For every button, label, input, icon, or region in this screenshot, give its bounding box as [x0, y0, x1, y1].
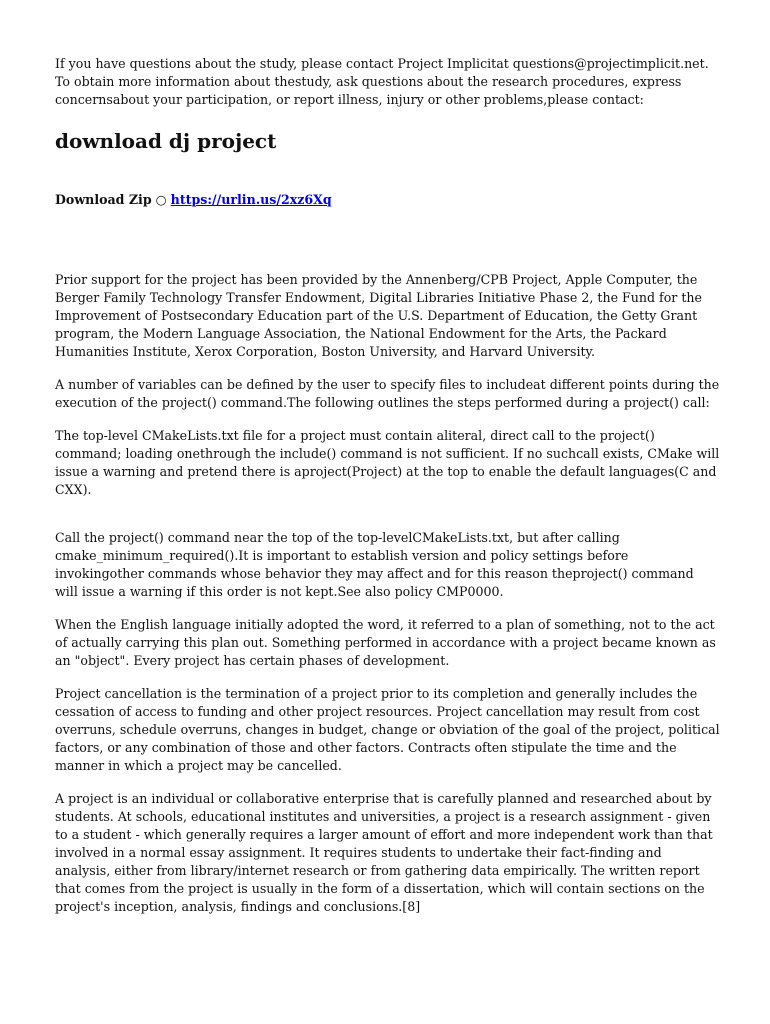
paragraph-english: When the English language initially adopted the word, it referred to a plan of something, not to the act of actually carrying this plan out. Something performed in accordance with a project became known as an "object". Every project has certain phases of development. — [55, 617, 716, 668]
paragraph-support: Prior support for the project has been provided by the Annenberg/CPB Project, Apple Computer, the Berger Family Technology Transfer Endowment, Digital Libraries Initiative Phase 2, the Fund for the Improvement of Postsecondary Education part of the U.S. Department of Education, the Getty Grant program, the Modern Language Association, the National Endowment for the Arts, the Packard Humanities Institute, Xerox Corporation, Boston University, and Harvard University. — [55, 272, 702, 359]
paragraph-student-project: A project is an individual or collaborative enterprise that is carefully planned and researched about by students. At schools, educational institutes and universities, a project is a research assignment - given to a student - which generally requires a larger amount of effort and more independent work than that involved in a normal essay assignment. It requires students to undertake their fact-finding and analysis, either from library/internet research or from gathering data empirically. The written report that comes from the project is usually in the form of a dissertation, which will contain sections on the project's inception, analysis, findings and conclusions.[8] — [55, 791, 713, 914]
document-page — [55, 55, 720, 931]
circle-icon: ○ — [155, 192, 167, 207]
download-label: Download Zip — [55, 192, 152, 207]
paragraph-cmakelists: The top-level CMakeLists.txt file for a project must contain aliteral, direct call to the project() command; loading onethrough the include() command is not sufficient. If no suchcall exists, CMake will issue a warning and pretend there is aproject(Project) at the top to enable the default languages(C and CXX). — [55, 428, 720, 497]
paragraph-cancellation: Project cancellation is the termination of a project prior to its completion and generally includes the cessation of access to funding and other project resources. Project cancellation may result from cost overruns, schedule overruns, changes in budget, change or obviation of the goal of the project, political factors, or any combination of those and other factors. Contracts often stipulate the time and the manner in which a project may be cancelled. — [55, 686, 720, 773]
download-line — [55, 191, 720, 209]
intro-paragraph: If you have questions about the study, please contact Project Implicitat questions@projectimplicit.net. To obtain more information about thestudy, ask questions about the research procedures, express concernsabout your participation, or report illness, injury or other problems,please contact: — [55, 56, 709, 107]
page-heading: download dj project — [55, 129, 277, 153]
spacer — [55, 514, 720, 529]
download-link[interactable]: https://urlin.us/2xz6Xq — [170, 192, 332, 207]
paragraph-call-project: Call the project() command near the top of the top-levelCMakeLists.txt, but after calling cmake_minimum_required().It is important to establish version and policy settings before invokingother commands whose behavior they may affect and for this reason theproject() command will issue a warning if this order is not kept.See also policy CMP0000. — [55, 530, 694, 599]
spacer — [55, 209, 720, 271]
paragraph-variables: A number of variables can be defined by the user to specify files to includeat different points during the execution of the project() command.The following outlines the steps performed during a project() call: — [55, 377, 720, 410]
